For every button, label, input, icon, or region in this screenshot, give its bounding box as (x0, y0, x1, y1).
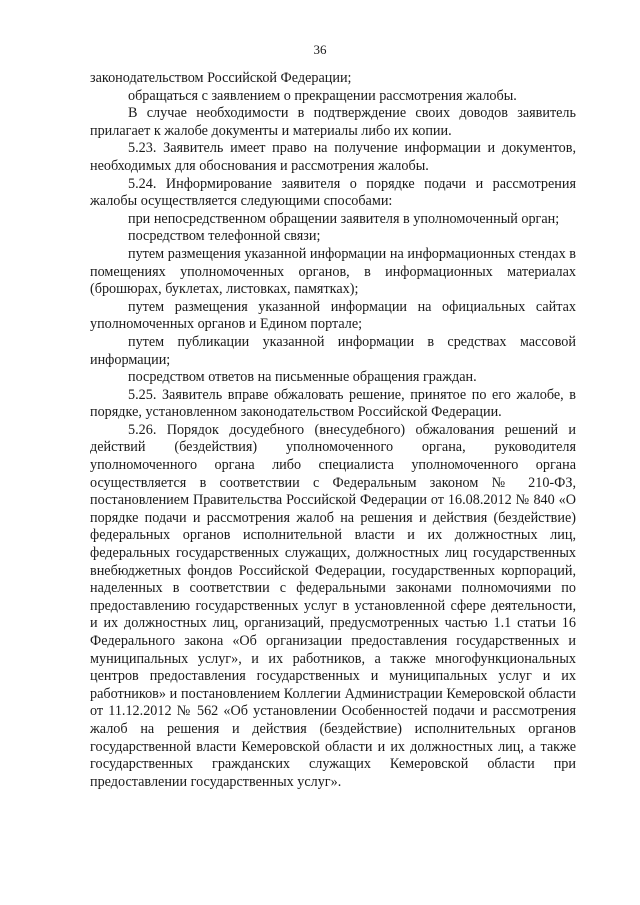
page-number: 36 (313, 42, 327, 57)
paragraph: В случае необходимости в подтверждение своих доводов заявитель прилагает к жалобе документы и материалы либо их копии. (90, 105, 576, 139)
paragraph: обращаться с заявлением о прекращении рассмотрения жалобы. (128, 87, 517, 104)
paragraph: путем публикации указанной информации в средствах массовой информации; (90, 333, 576, 368)
paragraph: законодательством Российской Федерации; (90, 70, 352, 86)
paragraph: 5.24. Информирование заявителя о порядке подачи и рассмотрения жалобы осуществляется следующими способами: (90, 175, 576, 210)
paragraph: 5.23. Заявитель имеет право на получение информации и документов, необходимых для обоснования и рассмотрения жалобы. (90, 140, 576, 174)
paragraph: посредством ответов на письменные обращения граждан. (128, 369, 477, 386)
paragraph: посредством телефонной связи; (128, 228, 321, 245)
paragraph: 5.25. Заявитель вправе обжаловать решение, принятое по его жалобе, в порядке, установленном законодательством Российской Федерации. (90, 386, 576, 421)
paragraph: путем размещения указанной информации на официальных сайтах уполномоченных органов и Едином портале; (90, 298, 576, 333)
paragraph: при непосредственном обращении заявителя в уполномоченный орган; (128, 210, 560, 227)
paragraph: путем размещения указанной информации на информационных стендах в помещениях уполномоченных органов, в информационных материалах (брошюрах, буклетах, листовках, памятках); (90, 245, 576, 298)
paragraph: 5.26. Порядок досудебного (внесудебного) обжалования решений и действий (бездействия) уполномоченного органа, руководителя уполномоченного органа либо специалиста уполномоченного органа осуществляется в соответствии с Федеральным законом № 210-ФЗ, постановлением Правительства Российской Федерации от 16.08.2012 № 840 «О порядке подачи и рассмотрения жалоб на решения и действия (бездействие) федеральных органов исполнительной власти и их должностных лиц, федеральных государственных служащих, должностных лиц государственных внебюджетных фондов Российской Федерации, государственных корпораций, наделенных в соответствии с федеральными законами полномочиями по предоставлению государственных услуг в установленной сфере деятельности, и их должностных лиц, организаций, предусмотренных частью 1.1 статьи 16 Федерального закона «Об организации предоставления государственных и муниципальных услуг», и их работников, а также многофункциональных центров предоставления государственных и муниципальных услуг и их работников» и постановлением Коллегии Администрации Кемеровской области от 11.12.2012 № 562 «Об установлении Особенностей подачи и рассмотрения жалоб на решения и действия (бездействие) исполнительных органов государственной власти Кемеровской области и их должностных лиц, а также государственных гражданских служащих Кемеровской области при предоставлении государственных услуг». (90, 421, 576, 790)
document-body (90, 70, 576, 791)
